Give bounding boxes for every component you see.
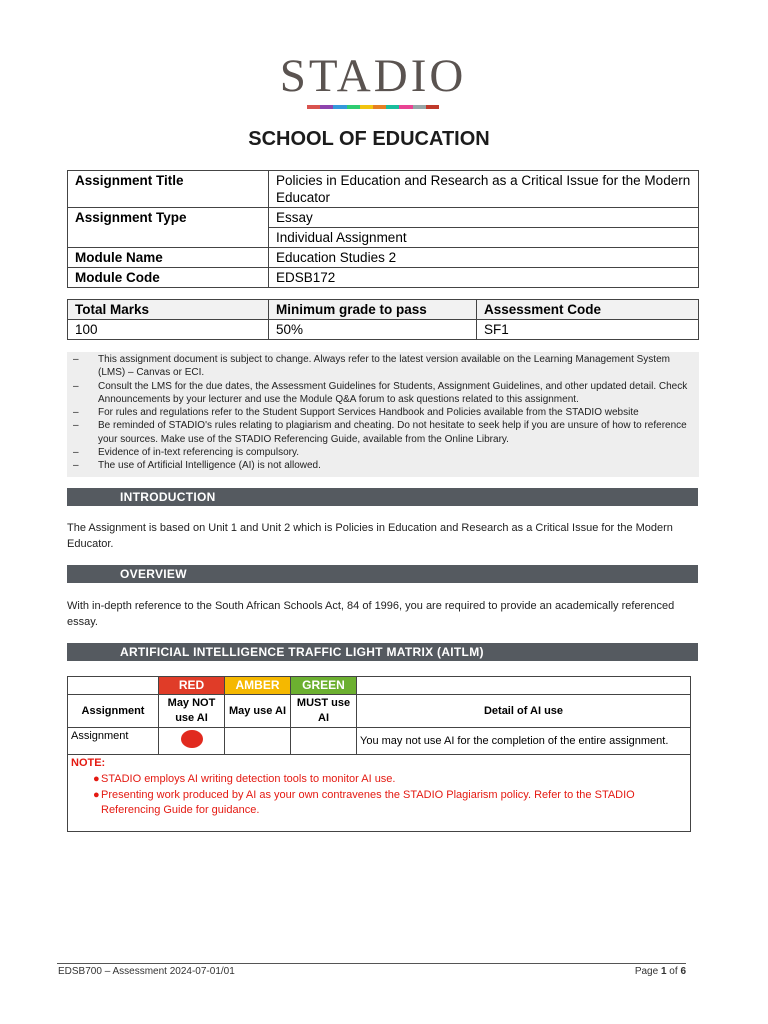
red-selection-cell bbox=[159, 728, 225, 755]
dash-bullet: – bbox=[73, 380, 79, 392]
dash-bullet: – bbox=[73, 354, 79, 365]
dash-bullet: – bbox=[73, 447, 79, 459]
table-row bbox=[68, 248, 699, 268]
note-text: This assignment document is subject to change. Always refer to the latest version available on the Learning Management System (LMS) – Canvas or ECI. bbox=[98, 354, 670, 379]
notes-box bbox=[67, 352, 699, 477]
green-header: GREEN bbox=[291, 677, 357, 695]
total-marks-label: Total Marks bbox=[68, 300, 269, 320]
min-grade-value: 50% bbox=[269, 320, 477, 340]
logo-color-stripe bbox=[307, 105, 439, 109]
logo-stripe-segment bbox=[426, 105, 439, 109]
logo-stripe-segment bbox=[333, 105, 346, 109]
note-text: Evidence of in-text referencing is compulsory. bbox=[98, 447, 300, 459]
assignment-type-value: Individual Assignment bbox=[269, 228, 699, 248]
amber-selection-cell bbox=[225, 728, 291, 755]
table-row bbox=[68, 208, 699, 228]
module-code-label: Module Code bbox=[68, 268, 269, 288]
table-row bbox=[68, 320, 699, 340]
overview-text: With in-depth reference to the South African Schools Act, 84 of 1996, you are required to provide an academically referenced essay. bbox=[67, 600, 675, 628]
logo-stripe-segment bbox=[320, 105, 333, 109]
red-header: RED bbox=[159, 677, 225, 695]
assignment-title-label: Assignment Title bbox=[68, 171, 269, 208]
note-item-text: Presenting work produced by AI as your own contravenes the STADIO Plagiarism policy. Refer to the STADIO Referencing Guide for guidance. bbox=[101, 789, 635, 816]
list-item bbox=[73, 459, 691, 472]
stadio-logo bbox=[258, 50, 488, 112]
note-item-text: STADIO employs AI writing detection tools to monitor AI use. bbox=[101, 773, 396, 785]
footer-divider bbox=[57, 963, 686, 964]
module-name-value: Education Studies 2 bbox=[269, 248, 699, 268]
module-name-label: Module Name bbox=[68, 248, 269, 268]
assignment-title-value: Policies in Education and Research as a Critical Issue for the Modern Educator bbox=[269, 171, 699, 208]
col-may-use-ai: May use AI bbox=[225, 695, 291, 728]
col-must-use-ai: MUST use AI bbox=[291, 695, 357, 728]
page-number bbox=[600, 966, 686, 977]
introduction-heading: INTRODUCTION bbox=[67, 488, 698, 506]
note-text: For rules and regulations refer to the Student Support Services Handbook and Policies available from the STADIO website bbox=[98, 407, 639, 419]
page-total: 6 bbox=[680, 966, 686, 977]
list-item bbox=[73, 419, 691, 446]
min-grade-label: Minimum grade to pass bbox=[269, 300, 477, 320]
introduction-text: The Assignment is based on Unit 1 and Unit 2 which is Policies in Education and Research as a Critical Issue for the Modern Educator. bbox=[67, 522, 673, 550]
list-item bbox=[73, 446, 691, 459]
note-cell bbox=[68, 755, 691, 832]
total-marks-value: 100 bbox=[68, 320, 269, 340]
page-of: of bbox=[666, 966, 681, 977]
col-assignment-header: Assignment bbox=[68, 695, 159, 728]
overview-heading: OVERVIEW bbox=[67, 565, 698, 583]
dash-bullet: – bbox=[73, 407, 79, 419]
bullet-icon: ● bbox=[93, 789, 100, 801]
page-current: 1 bbox=[660, 966, 667, 977]
col-detail-header: Detail of AI use bbox=[357, 695, 691, 728]
module-code-value: EDSB172 bbox=[269, 268, 699, 288]
logo-stripe-segment bbox=[386, 105, 399, 109]
assessment-code-label: Assessment Code bbox=[477, 300, 699, 320]
row-detail: You may not use AI for the completion of the entire assignment. bbox=[357, 728, 691, 755]
assignment-type-value: Essay bbox=[269, 208, 699, 228]
marks-table bbox=[67, 299, 699, 340]
logo-stripe-segment bbox=[399, 105, 412, 109]
table-row bbox=[68, 171, 699, 208]
footer-document-code: EDSB700 – Assessment 2024-07-01/01 bbox=[58, 966, 235, 977]
col-may-not-use-ai: May NOT use AI bbox=[159, 695, 225, 728]
list-item bbox=[73, 406, 691, 419]
table-row bbox=[68, 677, 691, 695]
red-dot-icon bbox=[181, 730, 203, 748]
assignment-info-table bbox=[67, 170, 699, 288]
logo-stripe-segment bbox=[373, 105, 386, 109]
note-label: NOTE: bbox=[71, 757, 106, 769]
list-item bbox=[73, 353, 691, 380]
list-item bbox=[71, 788, 687, 818]
table-row bbox=[68, 728, 691, 755]
table-header-row bbox=[68, 695, 691, 728]
logo-stripe-segment bbox=[360, 105, 373, 109]
note-text: The use of Artificial Intelligence (AI) is not allowed. bbox=[98, 460, 321, 472]
logo-stripe-segment bbox=[307, 105, 320, 109]
dash-bullet: – bbox=[73, 460, 79, 472]
amber-header: AMBER bbox=[225, 677, 291, 695]
logo-wordmark: STADIO bbox=[279, 50, 467, 102]
school-title: SCHOOL OF EDUCATION bbox=[248, 128, 490, 150]
empty-cell bbox=[68, 677, 159, 695]
empty-cell bbox=[357, 677, 691, 695]
note-text: Be reminded of STADIO's rules relating to plagiarism and cheating. Do not hesitate to seek help if you are unsure of how to reference your sources. Make use of the STADIO Referencing Guide, available from the Online Library. bbox=[98, 420, 687, 445]
list-item bbox=[71, 772, 687, 787]
bullet-icon: ● bbox=[93, 773, 100, 785]
green-selection-cell bbox=[291, 728, 357, 755]
row-assignment-label: Assignment bbox=[68, 728, 159, 755]
dash-bullet: – bbox=[73, 420, 79, 432]
list-item bbox=[73, 380, 691, 407]
ai-traffic-light-matrix bbox=[67, 676, 691, 832]
table-row bbox=[68, 268, 699, 288]
aitlm-heading: ARTIFICIAL INTELLIGENCE TRAFFIC LIGHT MATRIX (AITLM) bbox=[67, 643, 698, 661]
page-prefix: Page bbox=[634, 966, 661, 977]
table-header-row bbox=[68, 300, 699, 320]
logo-stripe-segment bbox=[413, 105, 426, 109]
note-text: Consult the LMS for the due dates, the Assessment Guidelines for Students, Assignment Guidelines, and other updated detail. Check Announcements by your lecturer and use the Module Q&A forum to ask questions related to this assignment. bbox=[98, 380, 688, 405]
assignment-type-label: Assignment Type bbox=[68, 208, 269, 248]
assessment-code-value: SF1 bbox=[477, 320, 699, 340]
logo-stripe-segment bbox=[347, 105, 360, 109]
table-row bbox=[68, 755, 691, 832]
